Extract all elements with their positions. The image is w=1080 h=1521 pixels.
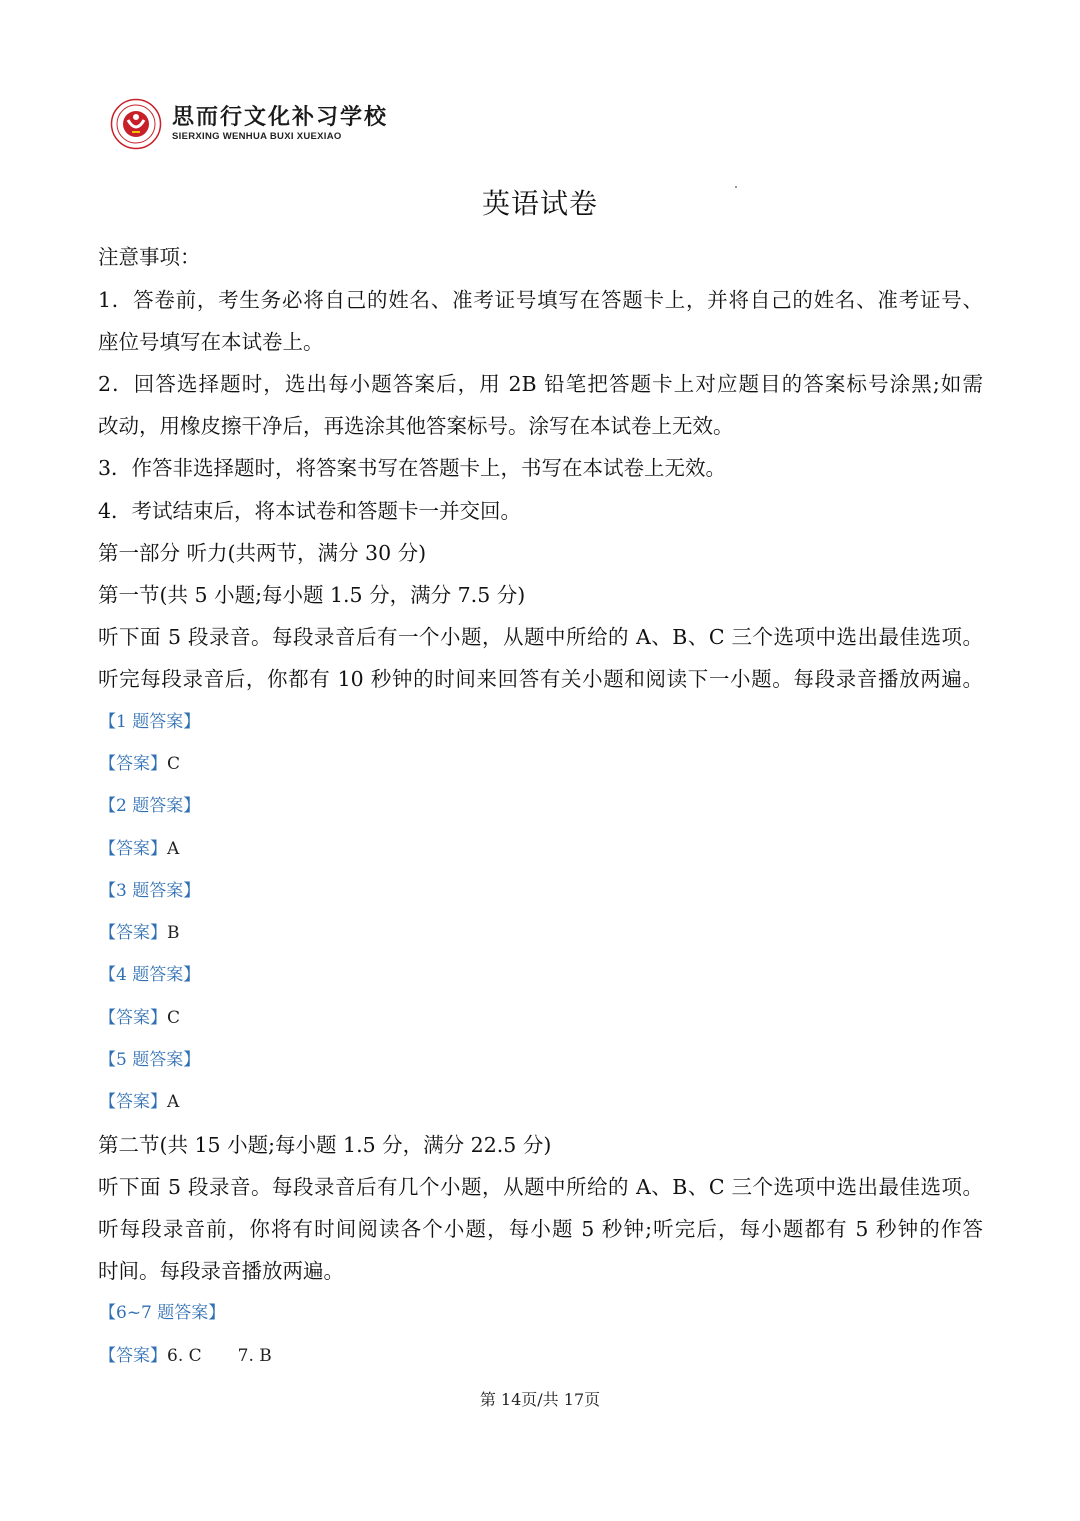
notice-item-3: 3．作答非选择题时，将答案书写在答题卡上，书写在本试卷上无效。 (98, 456, 727, 480)
notice-item-1-line-1: 1．答卷前，考生务必将自己的姓名、准考证号填写在答题卡上，并将自己的姓名、准考证号、 (98, 288, 983, 312)
answer-tag: 【答案】 (99, 839, 167, 859)
stray-dot (735, 186, 737, 188)
school-logo (110, 96, 410, 152)
logo-chinese-name: 思而行文化补习学校 (172, 105, 389, 130)
question-2-label: 【2 题答案】 (99, 796, 201, 816)
question-3-label: 【3 题答案】 (99, 881, 201, 901)
section2-instructions-line-1: 听下面 5 段录音。每段录音后有几个小题，从题中所给的 A、B、C 三个选项中选出最佳选项。 (98, 1175, 983, 1199)
answer-tag: 【答案】 (99, 1346, 167, 1366)
answer-tag: 【答案】 (99, 1008, 167, 1028)
notice-item-4: 4．考试结束后，将本试卷和答题卡一并交回。 (98, 499, 522, 523)
answer-3 (99, 918, 180, 943)
logo-pinyin-name: SIERXING WENHUA BUXI XUEXIAO (172, 131, 342, 142)
answer-value: C (167, 754, 181, 774)
answer-7-value: 7. B (237, 1346, 272, 1366)
answer-value: A (167, 1092, 180, 1112)
answer-1 (99, 749, 180, 774)
logo-text (172, 105, 388, 143)
answer-5 (99, 1087, 179, 1112)
question-1-label: 【1 题答案】 (99, 712, 201, 732)
answer-tag: 【答案】 (99, 1092, 167, 1112)
answer-tag: 【答案】 (99, 923, 167, 943)
answer-value: B (167, 923, 180, 943)
notice-item-1-line-2: 座位号填写在本试卷上。 (98, 330, 324, 354)
section2-heading: 第二节(共 15 小题;每小题 1.5 分，满分 22.5 分) (98, 1133, 552, 1157)
notice-item-2-line-1: 2．回答选择题时，选出每小题答案后，用 2B 铅笔把答题卡上对应题目的答案标号涂黑;如需 (98, 372, 983, 396)
answer-2 (99, 834, 179, 859)
section1-instructions-line-1: 听下面 5 段录音。每段录音后有一个小题，从题中所给的 A、B、C 三个选项中选出最佳选项。 (98, 625, 983, 649)
answer-6-7 (99, 1341, 272, 1366)
answer-value: A (167, 839, 180, 859)
question-5-label: 【5 题答案】 (99, 1050, 201, 1070)
section1-instructions-line-2: 听完每段录音后，你都有 10 秒钟的时间来回答有关小题和阅读下一小题。每段录音播放两遍。 (98, 667, 983, 691)
page-title: 英语试卷 (481, 187, 598, 220)
section2-instructions-line-3: 时间。每段录音播放两遍。 (98, 1259, 344, 1283)
notice-heading: 注意事项： (98, 245, 201, 269)
answer-4 (99, 1003, 180, 1028)
question-6-7-label: 【6~7 题答案】 (99, 1303, 226, 1323)
section1-heading: 第一节(共 5 小题;每小题 1.5 分，满分 7.5 分) (98, 583, 526, 607)
notice-item-2-line-2: 改动，用橡皮擦干净后，再选涂其他答案标号。涂写在本试卷上无效。 (98, 414, 734, 438)
part1-heading: 第一部分 听力(共两节，满分 30 分) (98, 541, 427, 565)
question-4-label: 【4 题答案】 (99, 965, 201, 985)
answer-6-value: 6. C (167, 1346, 202, 1366)
answer-tag: 【答案】 (99, 754, 167, 774)
section2-instructions-line-2: 听每段录音前，你将有时间阅读各个小题，每小题 5 秒钟;听完后，每小题都有 5 秒钟的作答 (98, 1217, 983, 1241)
page-number: 第 14页/共 17页 (479, 1390, 601, 1409)
school-emblem-icon (110, 98, 162, 150)
answer-value: C (167, 1008, 181, 1028)
